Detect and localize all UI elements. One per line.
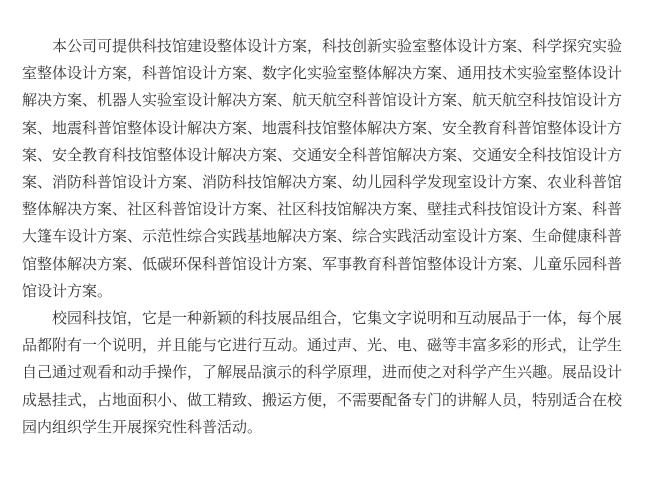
article-body [22, 33, 622, 441]
paragraph-campus-museum: 校园科技馆，它是一种新颖的科技展品组合，它集文字说明和互动展品于一体，每个展品都附有一个说明，并且能与它进行互动。通过声、光、电、磁等丰富多彩的形式，让学生自己通过观看和动手操作，了解展品演示的科学原理，进而使之对科学产生兴趣。展品设计成悬挂式，占地面积小、做工精致、搬运方便，不需要配备专门的讲解人员，特别适合在校园内组织学生开展探究性科普活动。 [22, 309, 623, 436]
paragraph-solutions: 本公司可提供科技馆建设整体设计方案，科技创新实验室整体设计方案、科学探究实验室整体设计方案，科普馆设计方案、数字化实验室整体解决方案、通用技术实验室整体设计解决方案、机器人实验室设计解决方案、航天航空科普馆设计方案、航天航空科技馆设计方案、地震科普馆整体设计解决方案、地震科技馆整体解决方案、安全教育科普馆整体设计方案、安全教育科技馆整体设计解决方案、交通安全科普馆解决方案、交通安全科技馆设计方案、消防科普馆设计方案、消防科技馆解决方案、幼儿园科学发现室设计方案、农业科普馆整体解决方案、社区科普馆设计方案、社区科技馆解决方案、壁挂式科技馆设计方案、科普大篷车设计方案、示范性综合实践基地解决方案、综合实践活动室设计方案、生命健康科普馆整体解决方案、低碳环保科普馆设计方案、军事教育科普馆整体设计方案、儿童乐园科普馆设计方案。 [22, 37, 623, 300]
